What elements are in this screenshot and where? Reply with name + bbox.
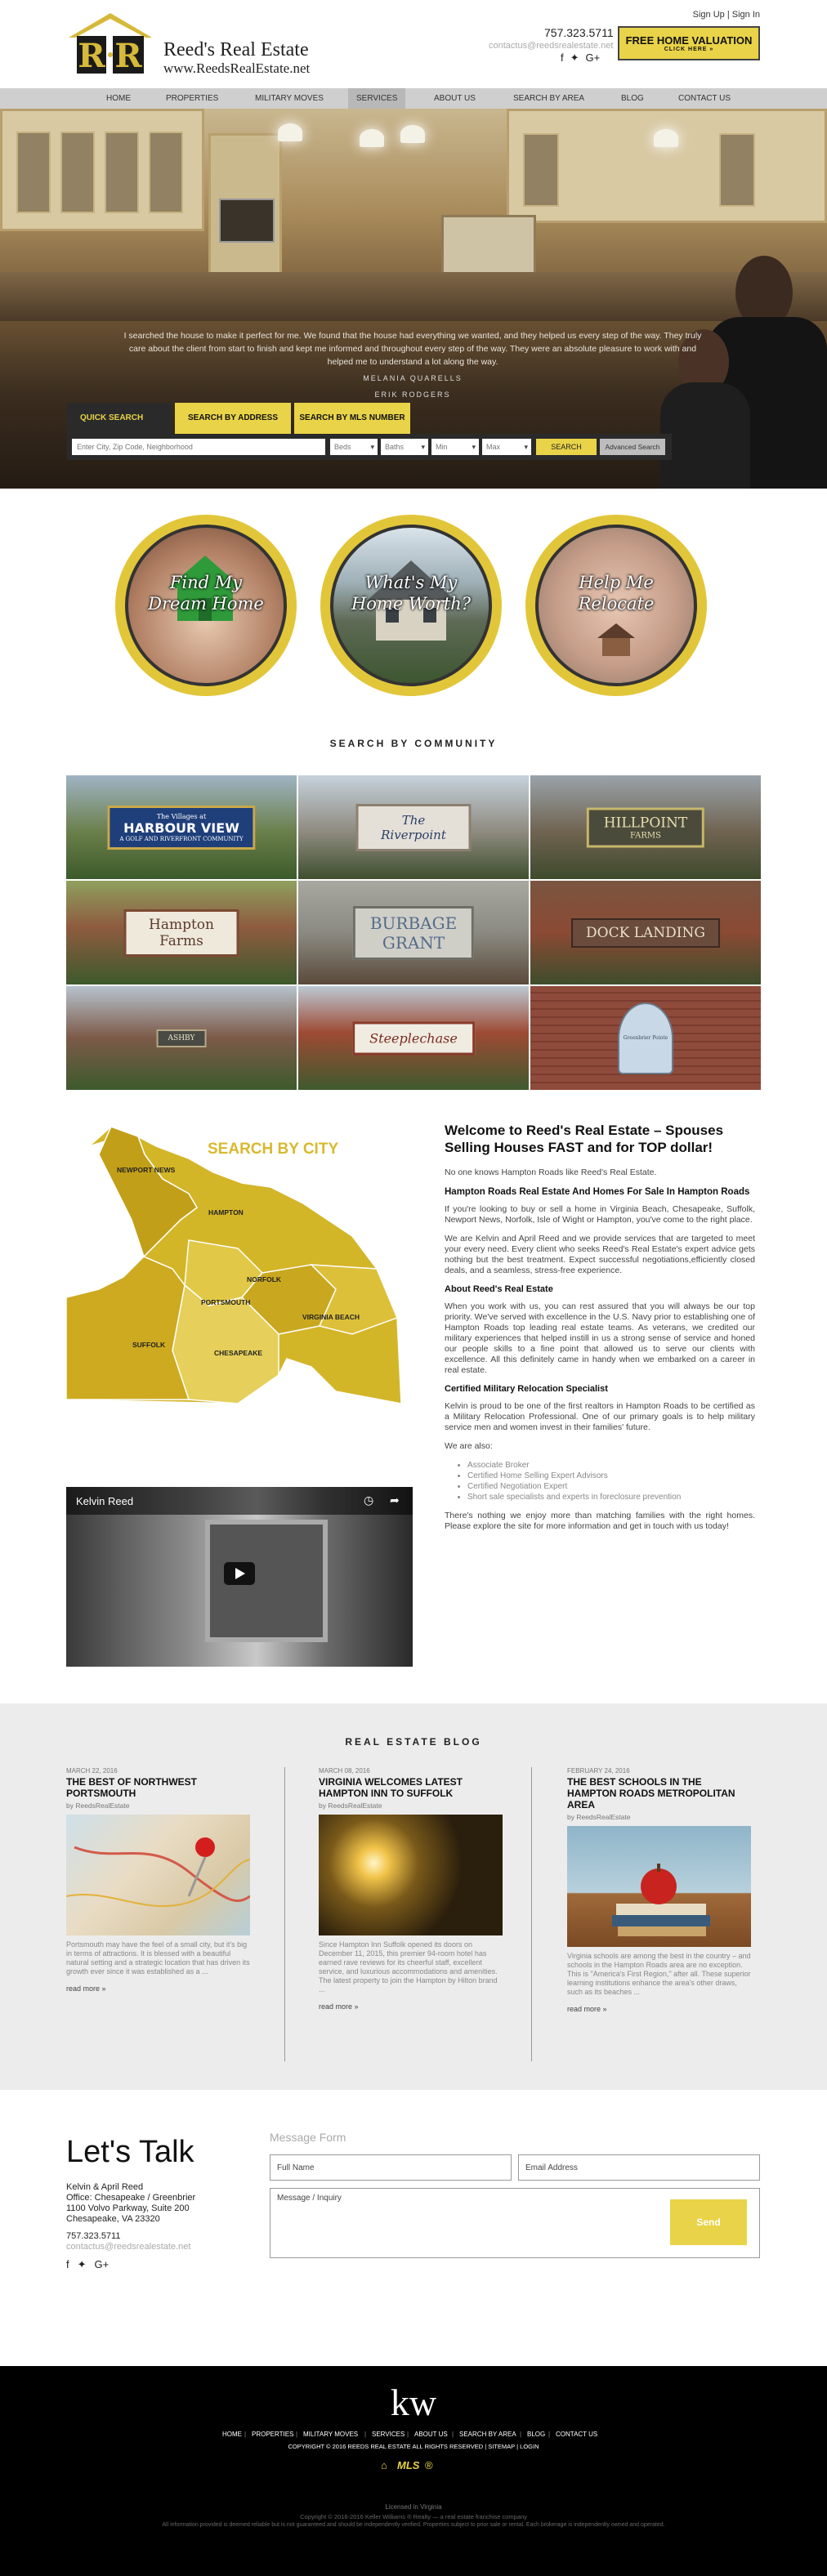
community-tile-ashby[interactable] (66, 986, 297, 1090)
post-author: by ReedsRealEstate (66, 1801, 130, 1810)
facebook-icon[interactable]: f (561, 51, 570, 64)
post-image[interactable] (66, 1815, 250, 1935)
twitter-icon[interactable]: ✦ (77, 2258, 95, 2270)
post-title[interactable]: VIRGINIA WELCOMES LATEST HAMPTON INN TO SUFFOLK (319, 1776, 463, 1799)
post-date: MARCH 08, 2016 (319, 1767, 370, 1775)
blog-post (66, 1767, 250, 1993)
link-separator: | (726, 10, 730, 20)
sign-sub-text: FARMS (630, 831, 661, 840)
hero-cabinet-glass (60, 132, 95, 213)
community-tile-burbage-grant[interactable] (298, 881, 529, 984)
hero-pendant-light (360, 129, 384, 147)
footer-nav-separator: | (296, 2431, 298, 2438)
map-pin-icon (66, 1815, 250, 1935)
testimonial-signature-1: MELANIA QUARELLS (363, 374, 463, 382)
header-phone[interactable]: 757.323.5711 (544, 26, 614, 39)
contact-email[interactable]: contactus@reedsrealestate.net (66, 2242, 191, 2252)
post-title[interactable]: THE BEST SCHOOLS IN THE HAMPTON ROADS METROPOLITAN AREA (567, 1776, 735, 1810)
about-heading: About Reed's Real Estate (445, 1284, 553, 1294)
valuation-main-label: FREE HOME VALUATION (625, 34, 753, 47)
footer-nav-separator: | (548, 2431, 551, 2438)
play-icon[interactable] (224, 1562, 255, 1585)
community-tile-hampton-farms[interactable] (66, 881, 297, 984)
footer-nav-separator: | (244, 2431, 247, 2438)
post-excerpt: Virginia schools are among the best in the country – and schools in the Hampton Roads area are no exception. This is "America's First Region," after all. These superior learning institutions enhance the area's other draws, such as its beaches ... (567, 1952, 751, 1996)
welcome-paragraph: Kelvin is proud to be one of the first realtors in Hampton Roads to be certified as a Military Relocation Professional. One of our primary goals is to help military service men and women invest in their families' future. (445, 1401, 755, 1432)
social-icons (561, 51, 600, 65)
social-icons (66, 2259, 195, 2270)
video-title[interactable]: Kelvin Reed (76, 1495, 134, 1507)
community-tile-harbour-view[interactable] (66, 775, 297, 879)
hero-pendant-light (654, 129, 678, 147)
email-address-input[interactable]: Email Address (518, 2154, 760, 2181)
welcome-heading: Welcome to Reed's Real Estate – Spouses Selling Houses FAST and for TOP dollar! (445, 1123, 724, 1155)
community-tile-steeplechase[interactable] (298, 986, 529, 1090)
advanced-search-button[interactable]: Advanced Search (600, 439, 665, 455)
post-author: by ReedsRealEstate (319, 1801, 382, 1810)
community-tile-riverpoint[interactable] (298, 775, 529, 879)
small-house-icon (596, 622, 637, 658)
nav-blog[interactable]: BLOG (621, 94, 644, 103)
post-date: MARCH 22, 2016 (66, 1767, 118, 1775)
search-button[interactable]: SEARCH (536, 439, 597, 455)
disclaimer: All information provided is deemed reliable but is not guaranteed and should be independently verified. Properties subject to prior sale or rental. Each brokerage is independently owned and operated. (162, 2522, 665, 2528)
sign-main-text: DOCK LANDING (586, 924, 705, 941)
signup-link[interactable]: Sign Up (692, 10, 725, 20)
tab-search-by-mls[interactable]: SEARCH BY MLS NUMBER (294, 403, 410, 434)
site-header (0, 0, 827, 88)
welcome-paragraph: We are also: (445, 1441, 493, 1451)
hero-oven-door (219, 199, 275, 243)
post-title[interactable]: THE BEST OF NORTHWEST PORTSMOUTH (66, 1776, 197, 1799)
sign-main-text: The Riverpoint (381, 812, 446, 842)
chevron-down-icon: ▾ (472, 443, 476, 451)
mls-logo: MLS (397, 2459, 420, 2471)
city-map[interactable] (66, 1122, 409, 1408)
circle-label-line2: Home Worth? (351, 594, 472, 614)
realtor-icon: ® (425, 2459, 433, 2471)
footer-nav-separator: | (407, 2431, 409, 2438)
chevron-down-icon: ▾ (524, 443, 528, 451)
nav-contact-us[interactable]: CONTACT US (678, 94, 731, 103)
circle-label-line1: What's My (364, 573, 458, 592)
city-label-portsmouth[interactable]: PORTSMOUTH (201, 1298, 251, 1306)
community-tile-hillpoint-farms[interactable] (530, 775, 761, 879)
read-more-link[interactable]: read more » (66, 1984, 106, 1993)
sign-main-text: Hampton Farms (149, 916, 214, 949)
city-label-virginia-beach[interactable]: VIRGINIA BEACH (302, 1313, 360, 1321)
testimonial (123, 329, 703, 401)
footer-nav-military-moves[interactable]: MILITARY MOVES (303, 2431, 359, 2438)
account-links (693, 10, 760, 20)
address-line-1: 1100 Volvo Parkway, Suite 200 (66, 2203, 190, 2213)
hero-countertop (0, 272, 827, 321)
community-sign (353, 906, 474, 960)
nav-home[interactable]: HOME (106, 94, 131, 103)
licensed-text: Licensed in Virginia (385, 2503, 442, 2511)
beds-select[interactable] (330, 439, 378, 455)
footer-nav-home[interactable]: HOME (222, 2431, 242, 2438)
community-tile-greenbrier-pointe[interactable] (530, 986, 761, 1090)
footer-nav-search-by-area[interactable]: SEARCH BY AREA (459, 2431, 516, 2438)
testimonial-signature-2: ERIK RODGERS (374, 391, 451, 399)
google-plus-icon[interactable]: G+ (585, 51, 601, 64)
office-name: Chesapeake / Greenbrier (94, 2193, 196, 2203)
header-email[interactable]: contactus@reedsrealestate.net (489, 41, 614, 51)
full-name-input[interactable]: Full Name (270, 2154, 512, 2181)
sign-main-text: ASHBY (168, 1034, 195, 1042)
blog-post (319, 1767, 503, 2011)
quick-search-label: QUICK SEARCH (67, 403, 172, 434)
contact-info (66, 2182, 195, 2270)
read-more-link[interactable]: read more » (567, 2005, 607, 2013)
kw-logo[interactable]: kw (390, 2382, 437, 2423)
welcome-paragraph: We are Kelvin and April Reed and we provide services that are targeted to meet your every need. Every client who seeks Reed's Real Estate's expert advice gets nothing but the best treatment. Expect successful negotiations,efficiently closed deals, and a seamless, stress-free experience. (445, 1234, 755, 1275)
baths-select[interactable] (381, 439, 428, 455)
welcome-paragraph: When you work with us, you can rest assured that you will always be our top priority. We've served with excellence in the U.S. Navy prior to establishing one of Hampton Roads top leading real estate teams. As veterans, we credited our military experiences that helped instill in us a strong sense of service and honed our people skills to a fine point that allowed us to serve our clients with excellence. All this definitely came in handy when we embarked on a career in real estate. (445, 1301, 755, 1375)
nav-military-moves[interactable]: MILITARY MOVES (255, 94, 324, 103)
post-date: FEBRUARY 24, 2016 (567, 1767, 630, 1775)
chevron-down-icon: ▾ (370, 443, 374, 451)
military-relocation-heading: Certified Military Relocation Specialist (445, 1384, 608, 1394)
video-player[interactable] (66, 1487, 413, 1667)
circle-label-line2: Dream Home (148, 594, 264, 614)
nav-about-us[interactable]: ABOUT US (434, 94, 476, 103)
blog-divider (531, 1767, 532, 2061)
svg-text:R: R (114, 37, 142, 75)
kw-copyright: Copyright © 2016-2016 Keller Williams ® Realty — a real estate franchise company (300, 2513, 527, 2520)
free-home-valuation-button[interactable] (618, 26, 760, 60)
circle-label-line2: Relocate (578, 594, 655, 614)
list-item: • Short sale specialists and experts in foreclosure prevention (467, 1492, 755, 1502)
testimonial-text: I searched the house to make it perfect for me. We found that the house had everything we wanted, and they helped us every step of the way. They truly care about the client from start to finish and kept me informed and throughout every step of the way. They were an absolute pleasure to work with and helped me to understand a lot along the way. (123, 331, 702, 367)
sign-main-text: BURBAGE (369, 913, 458, 933)
community-sign (352, 1021, 475, 1055)
hero-cabinet-glass (16, 132, 51, 213)
city-label-suffolk[interactable]: SUFFOLK (132, 1341, 166, 1349)
hero-banner (0, 109, 827, 489)
sign-main-text: HILLPOINT (603, 815, 688, 831)
home-worth-circle[interactable] (320, 515, 502, 696)
footer-nav-separator: | (364, 2431, 367, 2438)
svg-text:R: R (78, 37, 105, 75)
footer-nav-separator: | (520, 2431, 522, 2438)
find-dream-home-label (115, 572, 297, 614)
quick-search-bar (67, 434, 672, 460)
share-icon[interactable]: ➦ (390, 1493, 400, 1507)
tab-search-by-address[interactable]: SEARCH BY ADDRESS (175, 403, 291, 434)
brand-name: Reed's Real Estate (163, 39, 309, 60)
credentials-list (445, 1460, 755, 1502)
chevron-down-icon: ▾ (421, 443, 425, 451)
site-footer (0, 2366, 827, 2576)
hero-pendant-light (278, 123, 302, 141)
hero-cabinet-glass (719, 133, 755, 207)
message-form-title: Message Form (270, 2131, 346, 2144)
search-by-community-title: SEARCH BY COMMUNITY (329, 738, 498, 749)
equal-housing-icon: ⌂ (381, 2459, 387, 2471)
sign-main-text: HARBOUR VIEW (123, 819, 239, 836)
google-plus-icon[interactable]: G+ (94, 2258, 110, 2270)
community-sign (124, 909, 239, 957)
nav-search-by-area[interactable]: SEARCH BY AREA (513, 94, 585, 103)
sign-main-text: Steeplechase (369, 1030, 458, 1046)
help-me-relocate-label (525, 572, 707, 614)
nav-properties[interactable]: PROPERTIES (166, 94, 219, 103)
message-textarea[interactable]: Message / Inquiry (270, 2188, 760, 2258)
sign-sub-text: A GOLF AND RIVERFRONT COMMUNITY (119, 835, 244, 842)
valuation-sub-label: CLICK HERE » (664, 47, 714, 52)
address-line-2: Chesapeake, VA 23320 (66, 2214, 160, 2224)
footer-nav-services[interactable]: SERVICES (372, 2431, 405, 2438)
find-dream-home-circle[interactable] (115, 515, 297, 696)
footer-nav-separator: | (452, 2431, 454, 2438)
hampton-roads-heading: Hampton Roads Real Estate And Homes For Sale In Hampton Roads (445, 1187, 750, 1197)
blog-divider (284, 1767, 285, 2061)
max-price-label: Max (486, 443, 501, 451)
city-label-newport-news[interactable]: NEWPORT NEWS (117, 1166, 176, 1174)
city-label-norfolk[interactable]: NORFOLK (247, 1275, 282, 1284)
agent-names: Kelvin & April Reed (66, 2182, 144, 2192)
nav-services[interactable]: SERVICES (348, 88, 405, 109)
community-tile-dock-landing[interactable] (530, 881, 761, 984)
post-image[interactable] (567, 1826, 751, 1947)
office-label: Office: (66, 2193, 92, 2203)
list-item: • Associate Broker (467, 1460, 755, 1471)
help-me-relocate-circle[interactable] (525, 515, 707, 696)
main-nav (0, 88, 827, 109)
blog-title: REAL ESTATE BLOG (345, 1736, 482, 1748)
hampton-roads-map (66, 1122, 409, 1408)
community-sign (587, 807, 704, 847)
sign-sub-text: GRANT (382, 932, 445, 953)
community-sign (356, 804, 472, 851)
site-logo[interactable] (65, 10, 155, 75)
min-price-select[interactable] (431, 439, 479, 455)
post-image[interactable] (319, 1815, 503, 1935)
sign-top-text: The Villages at (156, 812, 207, 820)
footer-nav-blog[interactable]: BLOG (527, 2431, 546, 2438)
footer-nav-properties[interactable]: PROPERTIES (252, 2431, 294, 2438)
circle-label-line1: Help Me (579, 573, 654, 592)
post-excerpt: Since Hampton Inn Suffolk opened its doors on December 11, 2015, this premier 94-room hotel has earned rave reviews for its cheerful staff, excellent service, and luxurious accommodations and amenities. The latest property to join the Hampton by Hilton brand ... (319, 1940, 498, 1993)
community-sign (618, 1002, 673, 1074)
send-button[interactable]: Send (670, 2199, 747, 2245)
max-price-select[interactable] (482, 439, 531, 455)
hero-cabinet-glass (523, 133, 559, 207)
hero-cabinet-glass (149, 132, 183, 213)
list-item: • Certified Home Selling Expert Advisors (467, 1471, 755, 1481)
facebook-icon[interactable]: f (66, 2258, 78, 2270)
baths-select-label: Baths (385, 443, 405, 451)
min-price-label: Min (436, 443, 448, 451)
beds-select-label: Beds (334, 443, 351, 451)
twitter-icon[interactable]: ✦ (570, 51, 586, 64)
blog-section (0, 1703, 827, 2090)
contact-phone[interactable]: 757.323.5711 (66, 2231, 121, 2241)
blog-post (567, 1767, 751, 2013)
sign-main-text: Greenbrier Pointe (623, 1034, 668, 1041)
footer-copyright: COPYRIGHT © 2016 REEDS REAL ESTATE ALL RIGHTS RESERVED | SITEMAP | LOGIN (288, 2443, 539, 2450)
brand-url: www.ReedsRealEstate.net (163, 60, 311, 76)
circle-label-line1: Find My (169, 573, 243, 592)
signin-link[interactable]: Sign In (731, 10, 760, 20)
welcome-paragraph: If you're looking to buy or sell a home in Virginia Beach, Chesapeake, Suffolk, Newport News, Norfolk, Isle of Wight or Hampton, you've come to the right place. (445, 1204, 755, 1225)
community-sign (107, 806, 255, 850)
apple-books-icon (567, 1826, 751, 1947)
location-search-input[interactable] (72, 439, 325, 455)
hero-pendant-light (400, 125, 425, 143)
read-more-link[interactable]: read more » (319, 2002, 359, 2011)
city-label-chesapeake[interactable]: CHESAPEAKE (214, 1349, 263, 1357)
welcome-section (445, 1122, 755, 1540)
welcome-paragraph: No one knows Hampton Roads like Reed's Real Estate. (445, 1167, 657, 1177)
city-label-hampton[interactable]: HAMPTON (208, 1208, 244, 1217)
post-author: by ReedsRealEstate (567, 1813, 631, 1821)
post-excerpt: Portsmouth may have the feel of a small city, but it's big in terms of attractions. It is blessed with a beautiful natural setting and a strategic location that has driven its growth ever since it was established as a ... (66, 1940, 250, 1976)
footer-nav-about-us[interactable]: ABOUT US (414, 2431, 448, 2438)
list-item: • Certified Negotiation Expert (467, 1481, 755, 1492)
lets-talk-heading: Let's Talk (66, 2135, 194, 2169)
clock-icon[interactable]: ◷ (364, 1493, 374, 1507)
hero-cabinet-glass (105, 132, 139, 213)
community-sign (157, 1029, 207, 1047)
footer-nav-contact-us[interactable]: CONTACT US (556, 2431, 598, 2438)
community-sign (571, 918, 720, 948)
welcome-paragraph: There's nothing we enjoy more than matching families with the right homes. Please explore the site for more information and get in touch with us today! (445, 1511, 755, 1531)
search-by-city-title: SEARCH BY CITY (208, 1141, 339, 1158)
home-worth-label (320, 572, 502, 614)
